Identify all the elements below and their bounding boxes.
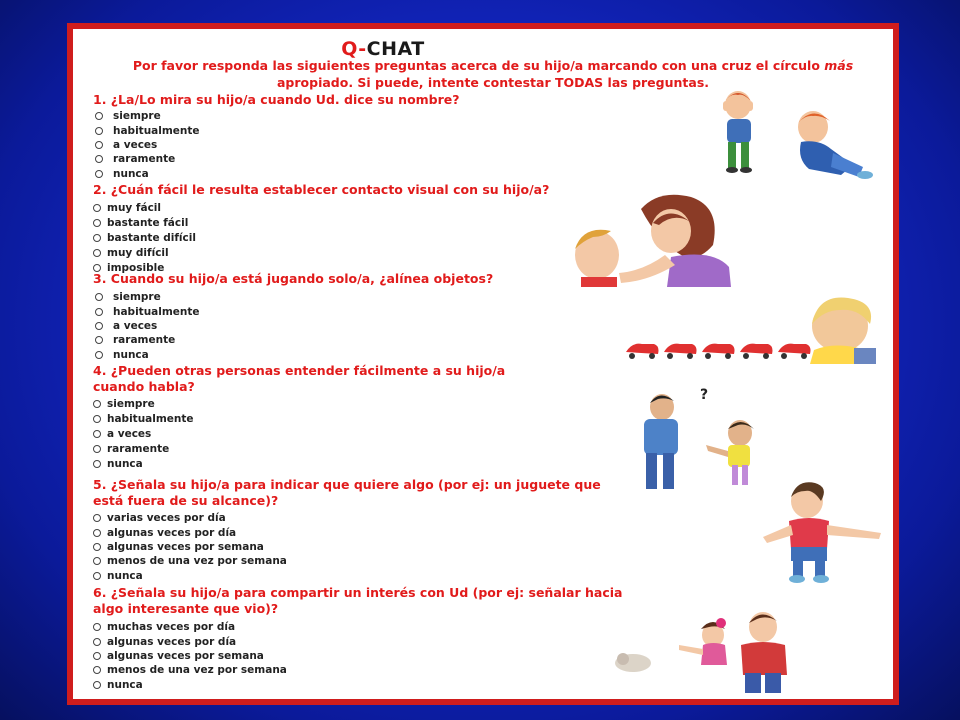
radio-circle-icon[interactable] (93, 430, 101, 438)
question-5 (93, 477, 601, 583)
title-q: Q- (341, 38, 367, 60)
option-label: siempre (113, 110, 161, 123)
radio-circle-icon[interactable] (95, 322, 103, 330)
q6-option[interactable] (93, 634, 622, 648)
option-label: raramente (107, 443, 170, 456)
radio-circle-icon[interactable] (93, 460, 101, 468)
radio-circle-icon[interactable] (95, 336, 103, 344)
radio-circle-icon[interactable] (93, 415, 101, 423)
child-pointing-illustration (749, 477, 889, 587)
option-label: raramente (113, 153, 176, 166)
q4-option[interactable] (93, 426, 505, 441)
q4-option[interactable] (93, 457, 505, 472)
q2-option[interactable] (93, 230, 549, 245)
option-label: menos de una vez por semana (107, 555, 287, 568)
q6-option[interactable] (93, 663, 622, 677)
radio-circle-icon[interactable] (93, 638, 101, 646)
radio-circle-icon[interactable] (95, 155, 103, 163)
q3-option[interactable] (93, 304, 493, 318)
option-label: a veces (113, 319, 158, 332)
option-label: nunca (113, 348, 149, 361)
q3-option[interactable] (93, 333, 493, 347)
q6-option[interactable] (93, 620, 622, 634)
radio-circle-icon[interactable] (95, 308, 103, 316)
radio-circle-icon[interactable] (93, 557, 101, 565)
question-6 (93, 585, 622, 692)
svg-text:?: ? (700, 387, 709, 403)
radio-circle-icon[interactable] (93, 234, 101, 242)
q3-option[interactable] (93, 319, 493, 333)
option-label: algunas veces por semana (107, 649, 264, 662)
radio-circle-icon[interactable] (93, 652, 101, 660)
title-rest: CHAT (366, 38, 425, 60)
radio-circle-icon[interactable] (93, 249, 101, 257)
question-3-text: 3. Cuando su hijo/a está jugando solo/a, ¿alínea objetos? (93, 271, 494, 286)
q1-option[interactable] (93, 138, 460, 152)
question-1 (93, 92, 460, 181)
questionnaire-frame (67, 23, 899, 705)
q4-option[interactable] (93, 396, 505, 411)
radio-circle-icon[interactable] (93, 204, 101, 212)
question-4 (93, 363, 505, 472)
option-label: a veces (113, 138, 158, 151)
radio-circle-icon[interactable] (93, 400, 101, 408)
option-label: nunca (107, 569, 143, 582)
option-label: imposible (107, 262, 165, 275)
question-5-line-1: 5. ¿Señala su hijo/a para indicar que quiere algo (por ej: un juguete que (93, 477, 601, 492)
radio-circle-icon[interactable] (95, 170, 103, 178)
q2-option[interactable] (93, 200, 549, 215)
question-1-text: 1. ¿La/Lo mira su hijo/a cuando Ud. dice su nombre? (93, 92, 460, 107)
q2-option[interactable] (93, 215, 549, 230)
question-6-line-1: 6. ¿Señala su hijo/a para compartir un interés con Ud (por ej: señalar hacia (93, 585, 623, 600)
intro-part-c: las preguntas. (603, 75, 710, 90)
option-label: nunca (113, 167, 149, 180)
question-3 (93, 271, 493, 362)
option-label: habitualmente (107, 412, 194, 425)
q1-option[interactable] (93, 167, 460, 181)
radio-circle-icon[interactable] (95, 293, 103, 301)
option-label: algunas veces por semana (107, 540, 264, 553)
q4-option[interactable] (93, 442, 505, 457)
question-6-line-2: algo interesante que vio)? (93, 601, 279, 616)
option-label: habitualmente (113, 124, 200, 137)
child-lining-up-cars-illustration (618, 294, 888, 366)
option-label: muchas veces por día (107, 621, 236, 634)
option-label: muy fácil (107, 201, 161, 214)
radio-circle-icon[interactable] (93, 514, 101, 522)
radio-circle-icon[interactable] (93, 623, 101, 631)
q4-option[interactable] (93, 411, 505, 426)
option-label: menos de una vez por semana (107, 664, 287, 677)
q5-option[interactable] (93, 554, 601, 568)
radio-circle-icon[interactable] (95, 127, 103, 135)
option-label: nunca (107, 678, 143, 691)
questionnaire-sheet (73, 29, 893, 699)
q2-option[interactable] (93, 246, 549, 261)
q1-option[interactable] (93, 123, 460, 137)
intro-part-a: Por favor responda las siguientes preguntas acerca de su hijo/a marcando con una cruz el círculo (132, 58, 825, 73)
radio-circle-icon[interactable] (93, 529, 101, 537)
radio-circle-icon[interactable] (93, 572, 101, 580)
option-label: algunas veces por día (107, 526, 237, 539)
option-label: nunca (107, 458, 143, 471)
option-label: varias veces por día (107, 512, 226, 525)
option-label: habitualmente (113, 305, 200, 318)
option-label: siempre (107, 397, 155, 410)
option-label: raramente (113, 334, 176, 347)
radio-circle-icon[interactable] (93, 445, 101, 453)
radio-circle-icon[interactable] (93, 666, 101, 674)
q5-option[interactable] (93, 540, 601, 554)
question-4-line-2: cuando habla? (93, 379, 195, 394)
q5-option[interactable] (93, 511, 601, 525)
option-label: bastante fácil (107, 216, 189, 229)
option-label: muy difícil (107, 247, 169, 260)
intro-strong: TODAS (554, 75, 604, 90)
question-5-line-2: está fuera de su alcance)? (93, 493, 279, 508)
question-4-line-1: 4. ¿Pueden otras personas entender fácilmente a su hijo/a (93, 363, 506, 378)
q5-option[interactable] (93, 569, 601, 583)
q3-option[interactable] (93, 348, 493, 362)
option-label: bastante difícil (107, 231, 196, 244)
radio-circle-icon[interactable] (93, 219, 101, 227)
pointing-at-cat-illustration (613, 595, 813, 695)
radio-circle-icon[interactable] (93, 681, 101, 689)
child-covering-ears-illustration (713, 87, 883, 187)
option-label: a veces (107, 427, 152, 440)
intro-emphasis: más (824, 58, 854, 73)
q5-option[interactable] (93, 525, 601, 539)
option-label: algunas veces por día (107, 635, 237, 648)
radio-circle-icon[interactable] (95, 112, 103, 120)
option-label: siempre (113, 291, 161, 304)
form-instructions (103, 57, 883, 91)
intro-part-b: apropiado. Si puede, intente contestar (276, 75, 555, 90)
q3-option[interactable] (93, 290, 493, 304)
question-2 (93, 182, 549, 276)
q6-option[interactable] (93, 649, 622, 663)
question-2-text: 2. ¿Cuán fácil le resulta establecer contacto visual con su hijo/a? (93, 182, 550, 197)
radio-circle-icon[interactable] (93, 543, 101, 551)
radio-circle-icon[interactable] (95, 351, 103, 359)
q6-option[interactable] (93, 678, 622, 692)
q1-option[interactable] (93, 109, 460, 123)
mother-child-eye-contact-illustration (563, 187, 733, 287)
radio-circle-icon[interactable] (95, 141, 103, 149)
q1-option[interactable] (93, 152, 460, 166)
